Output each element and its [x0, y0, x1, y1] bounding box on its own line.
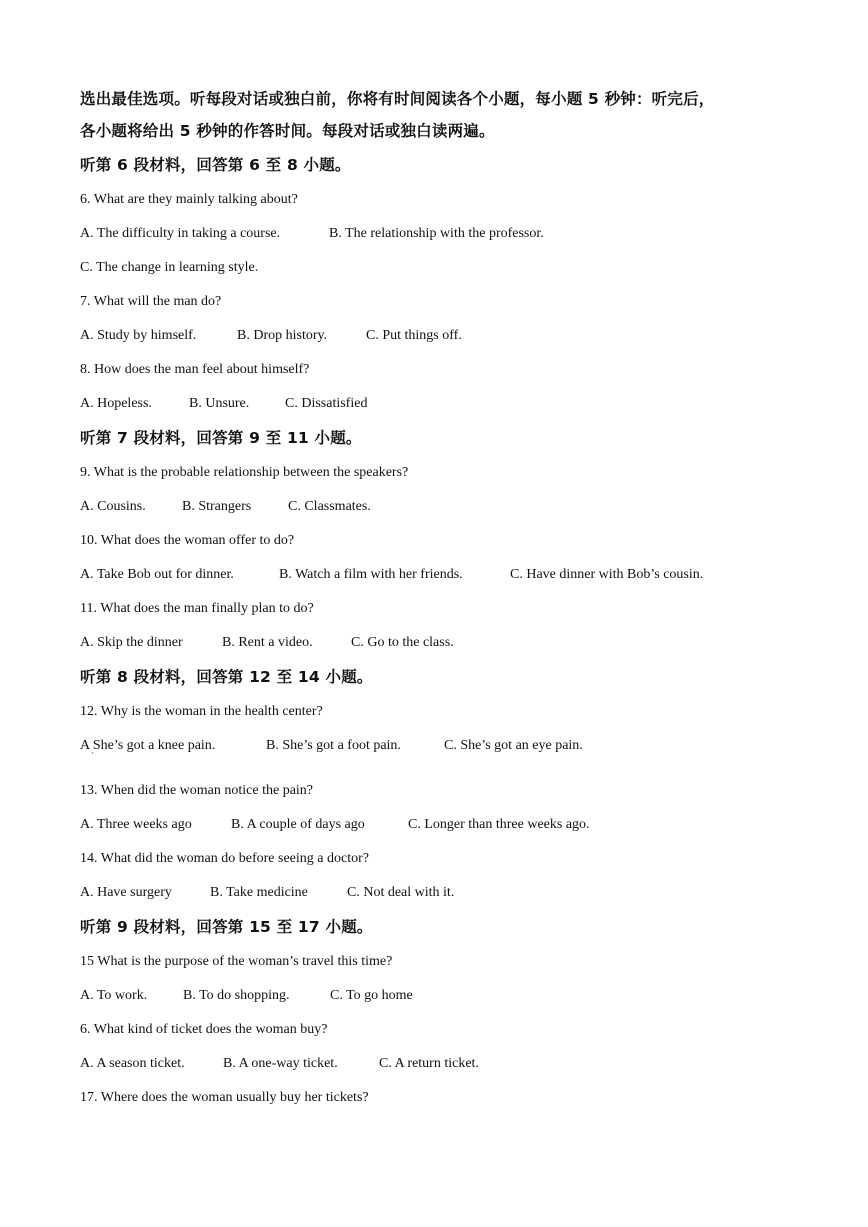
question-9-option-b: B. Strangers — [182, 499, 252, 514]
question-10-option-c: C. Have dinner with Bob’s cousin. — [510, 567, 704, 582]
question-8-stem: 8. How does the man feel about himself? — [80, 362, 310, 377]
question-14-option-a: A. Have surgery — [80, 885, 172, 900]
question-12-stem: 12. Why is the woman in the health center? — [80, 704, 323, 719]
question-11-option-b: B. Rent a video. — [222, 635, 313, 650]
question-10-options — [80, 566, 703, 584]
question-16-stem: 6. What kind of ticket does the woman buy? — [80, 1022, 328, 1037]
question-12-option-c: C. She’s got an eye pain. — [444, 738, 583, 753]
question-12-options — [80, 737, 583, 755]
question-15-options — [80, 987, 413, 1005]
section-9-heading: 听第 9 段材料，回答第 15 至 17 小题。 — [80, 918, 373, 936]
question-14-option-b: B. Take medicine — [210, 885, 308, 900]
question-14-option-c: C. Not deal with it. — [347, 885, 455, 900]
question-11-options — [80, 634, 454, 652]
question-8-option-c: C. Dissatisfied — [285, 396, 368, 411]
question-16-option-a: A. A season ticket. — [80, 1056, 185, 1071]
question-13-option-c: C. Longer than three weeks ago. — [408, 817, 590, 832]
question-14-options — [80, 884, 454, 902]
question-6-option-c: C. The change in learning style. — [80, 260, 259, 275]
question-8-option-b: B. Unsure. — [189, 396, 250, 411]
question-10-option-a: A. Take Bob out for dinner. — [80, 567, 234, 582]
question-9-options — [80, 498, 371, 516]
question-15-option-c: C. To go home — [330, 988, 413, 1003]
instructions-line-2: 各小题将给出 5 秒钟的作答时间。每段对话或独白读两遍。 — [80, 122, 495, 140]
question-7-stem: 7. What will the man do? — [80, 294, 222, 309]
question-6-options-row-1 — [80, 225, 544, 243]
question-13-option-a: A. Three weeks ago — [80, 817, 192, 832]
instructions-line-1: 选出最佳选项。听每段对话或独白前，你将有时间阅读各个小题，每小题 5 秒钟：听完后， — [80, 90, 715, 108]
question-8-options — [80, 395, 367, 413]
question-10-stem: 10. What does the woman offer to do? — [80, 533, 295, 548]
question-10-option-b: B. Watch a film with her friends. — [279, 567, 463, 582]
question-15-stem: 15 What is the purpose of the woman’s travel this time? — [80, 954, 393, 969]
question-7-option-c: C. Put things off. — [366, 328, 462, 343]
question-12-option-a: A She’s got a knee pain. — [80, 738, 216, 753]
question-11-option-c: C. Go to the class. — [351, 635, 454, 650]
question-15-option-b: B. To do shopping. — [183, 988, 290, 1003]
question-6-stem: 6. What are they mainly talking about? — [80, 192, 298, 207]
question-7-option-b: B. Drop history. — [237, 328, 328, 343]
question-6-option-a: A. The difficulty in taking a course. — [80, 226, 281, 241]
question-11-option-a: A. Skip the dinner — [80, 635, 183, 650]
section-6-heading: 听第 6 段材料，回答第 6 至 8 小题。 — [80, 156, 351, 174]
question-12-option-b: B. She’s got a foot pain. — [266, 738, 401, 753]
question-9-option-c: C. Classmates. — [288, 499, 371, 514]
question-16-option-c: C. A return ticket. — [379, 1056, 479, 1071]
question-16-options — [80, 1055, 479, 1073]
question-13-option-b: B. A couple of days ago — [231, 817, 365, 832]
section-8-heading: 听第 8 段材料，回答第 12 至 14 小题。 — [80, 668, 373, 686]
stray-mark: ` — [91, 752, 95, 763]
question-9-option-a: A. Cousins. — [80, 499, 146, 514]
question-13-stem: 13. When did the woman notice the pain? — [80, 783, 314, 798]
question-16-option-b: B. A one-way ticket. — [223, 1056, 338, 1071]
question-6-option-b: B. The relationship with the professor. — [329, 226, 544, 241]
question-17-stem: 17. Where does the woman usually buy her tickets? — [80, 1090, 369, 1105]
question-13-options — [80, 816, 590, 834]
section-7-heading: 听第 7 段材料，回答第 9 至 11 小题。 — [80, 429, 362, 447]
question-7-option-a: A. Study by himself. — [80, 328, 197, 343]
question-15-option-a: A. To work. — [80, 988, 148, 1003]
question-11-stem: 11. What does the man finally plan to do? — [80, 601, 314, 616]
question-14-stem: 14. What did the woman do before seeing a doctor? — [80, 851, 369, 866]
question-9-stem: 9. What is the probable relationship between the speakers? — [80, 465, 409, 480]
question-7-options — [80, 327, 462, 345]
question-8-option-a: A. Hopeless. — [80, 396, 152, 411]
